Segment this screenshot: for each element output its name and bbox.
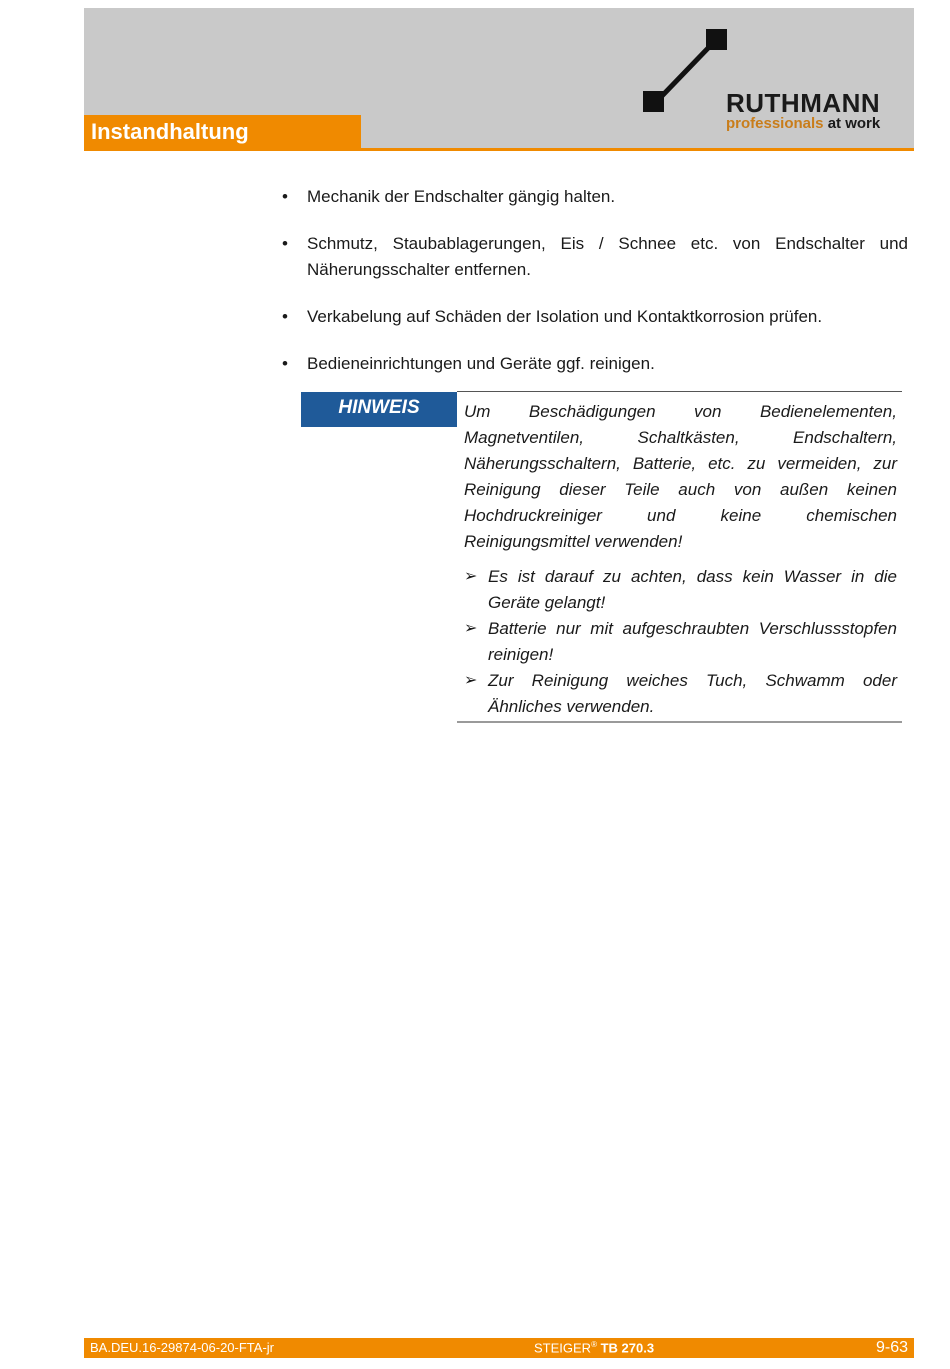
logo-mark-icon: [640, 26, 730, 116]
hinweis-item: [464, 668, 897, 720]
hinweis-list: [464, 564, 897, 720]
footer-doc-id: BA.DEU.16-29874-06-20-FTA-jr: [90, 1340, 274, 1355]
list-item: [282, 231, 908, 283]
section-title: Instandhaltung: [84, 115, 361, 151]
hinweis-item: [464, 616, 897, 668]
hinweis-item-text: Zur Reinigung weiches Tuch, Schwamm oder Ähnliches verwenden.: [488, 671, 897, 716]
footer-page-number: 9-63: [875, 1339, 908, 1356]
page-footer: [84, 1338, 914, 1358]
bullet-icon: •: [282, 187, 288, 206]
hinweis-text: Um Beschädigungen von Bedienelementen, Magnetventilen, Schaltkästen, Endschaltern, Näherungsschaltern, Batterie, etc. zu vermeiden, zur Reinigung dieser Teile auch von außen keinen Hochdruckreiniger und keine chemischen Reinigungsmittel verwenden!: [464, 402, 897, 551]
logo-name: RUTHMANN: [726, 88, 881, 118]
footer-product-prefix: STEIGER: [534, 1340, 592, 1356]
list-item: [282, 184, 908, 210]
logo-tagline: [726, 116, 880, 132]
arrow-bullet-icon: ➢: [464, 568, 478, 585]
ruthmann-logo: [640, 26, 912, 138]
footer-product-model: TB 270.3: [600, 1340, 655, 1356]
list-item-text: Verkabelung auf Schäden der Isolation und Kontaktkorrosion prüfen.: [307, 307, 823, 326]
arrow-bullet-icon: ➢: [464, 672, 478, 689]
maintenance-list: [282, 184, 908, 398]
bullet-icon: •: [282, 307, 288, 326]
hinweis-top-rule: [457, 391, 902, 392]
hinweis-label: HINWEIS: [301, 392, 457, 427]
hinweis-item: [464, 564, 897, 616]
arrow-bullet-icon: ➢: [464, 620, 478, 637]
footer-product-reg: ®: [591, 1340, 597, 1349]
bullet-icon: •: [282, 354, 288, 373]
list-item: [282, 304, 908, 330]
list-item-text: Bedieneinrichtungen und Geräte ggf. reinigen.: [307, 354, 655, 373]
bullet-icon: •: [282, 234, 288, 253]
hinweis-bottom-rule: [457, 721, 902, 723]
list-item-text: Mechanik der Endschalter gängig halten.: [307, 187, 616, 206]
hinweis-item-text: Batterie nur mit aufgeschraubten Verschlussstopfen reinigen!: [488, 619, 897, 664]
list-item-text: Schmutz, Staubablagerungen, Eis / Schnee etc. von Endschalter und Näherungsschalter entfernen.: [307, 234, 908, 279]
list-item: [282, 351, 908, 377]
logo-tagline-professionals: professionals: [726, 115, 824, 132]
logo-tagline-at-work: at work: [827, 115, 881, 132]
footer-product: [534, 1340, 654, 1355]
hinweis-item-text: Es ist darauf zu achten, dass kein Wasser in die Geräte gelangt!: [488, 567, 897, 612]
